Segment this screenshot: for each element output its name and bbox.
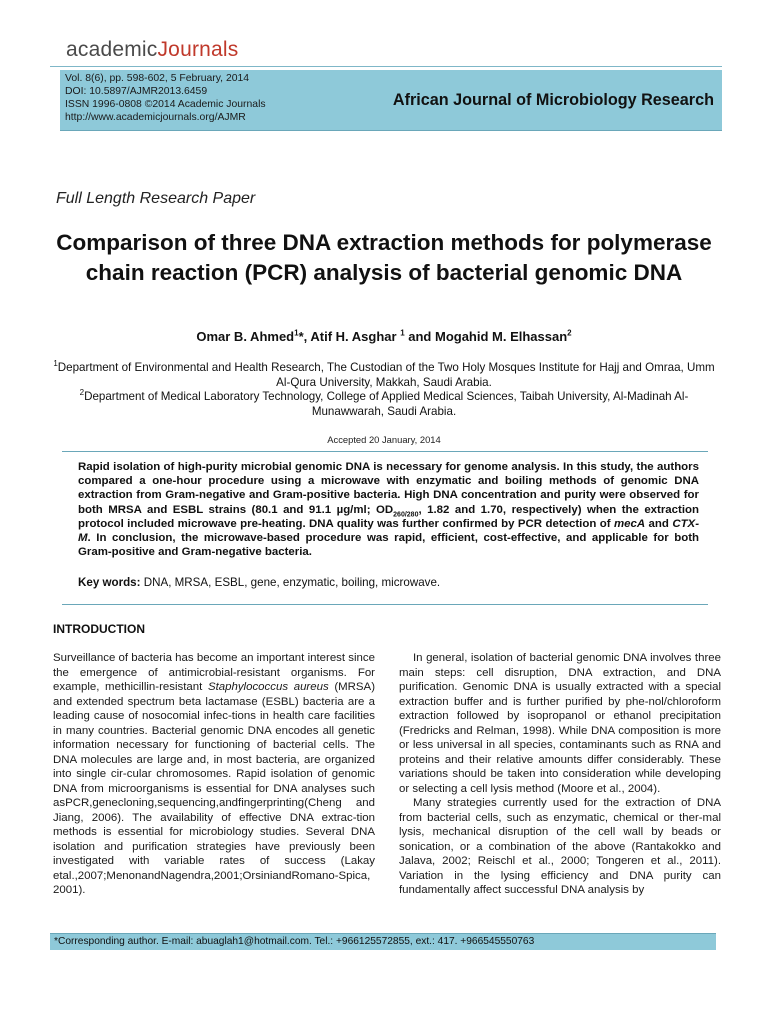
journal-name: African Journal of Microbiology Research	[392, 91, 714, 109]
issn-line: ISSN 1996-0808 ©2014 Academic Journals	[65, 99, 266, 110]
publisher-logo: academicJournals	[66, 38, 239, 61]
text-column-right	[399, 651, 721, 898]
author-name: Atif H. Asghar	[307, 329, 401, 344]
journal-info-box	[60, 70, 722, 131]
journal-url-line: http://www.academicjournals.org/AJMR	[65, 112, 246, 123]
paper-type: Full Length Research Paper	[56, 190, 256, 207]
accepted-date: Accepted 20 January, 2014	[327, 434, 441, 445]
text-column-left	[53, 651, 375, 898]
author-name: Mogahid M. Elhassan	[434, 329, 568, 344]
paragraph: In general, isolation of bacterial genomic DNA involves three main steps: cell disruption, DNA extraction, and DNA purification. Genomic DNA is usually extracted with a special extraction buffer and is further purified by phe-nol/chloroform extraction followed by isopropanol or ethanol precipitation (Fredricks and Relman, 1998). While DNA composition is more or less universal in all species, contaminants such as RNA and proteins and their relative amounts differ considerably. These variations should be taken into consideration while developing or selecting a cell lysis method (Moore et al., 2004).	[399, 652, 721, 795]
paragraph: Many strategies currently used for the extraction of DNA from bacterial cells, such as enzymatic, chemical or ther-mal lysis, mechanical disruption of the cell wall by beads or sonication, or a combination of the above (Rantakokko and Jalava, 2002; Reischl et al., 2000; Tongeren et al., 2011). Variation in the lysing efficiency and DNA purity can fundamentally affect successful DNA analysis by	[399, 797, 721, 896]
header-rule	[50, 66, 722, 67]
abstract-text: Rapid isolation of high-purity microbial genomic DNA is necessary for genome analysis. In this study, the authors compared a one-hour procedure using a microwave with enzymatic and boiling methods of genomic DNA extraction from Gram-negative and Gram-positive bacteria. High DNA concentration and purity were observed for both MRSA and ESBL strains (80.1 and 91.1 µg/ml; $OD_{260/280}$, 1.82 and 1.70, respectively) when the extraction protocol included microwave pre-heating. DNA quality was further confirmed by PCR detection of mecA and CTX-M. In conclusion, the microwave-based procedure was rapid, efficient, cost-effective, and applicable for both Gram-positive and Gram-negative bacteria.	[78, 461, 699, 559]
abstract-block	[62, 451, 708, 605]
corresponding-author-footnote: *Corresponding author. E-mail: abuaglah1@hotmail.com. Tel.: +966125572855, ext.: 417. +966545550763	[54, 936, 535, 947]
author-name: Omar B. Ahmed	[196, 329, 295, 344]
section-heading-introduction: INTRODUCTION	[53, 622, 145, 636]
publication-details	[65, 72, 266, 124]
affiliation-2: $^2$Department of Medical Laboratory Technology, College of Applied Medical Sciences, Taibah University, Al-Madinah Al-Munawwarah, Saudi Arabia.	[79, 388, 689, 418]
affiliation-1: $^1$Department of Environmental and Health Research, The Custodian of the Two Holy Mosques Institute for Hajj and Omraa, Umm Al-Qura University, Makkah, Saudi Arabia.	[53, 359, 715, 389]
paper-title: Comparison of three DNA extraction methods for polymerase chain reaction (PCR) analysis of bacterial genomic DNA	[56, 230, 712, 285]
author-list: Omar B. Ahmed$^1$*, Atif H. Asghar $^1$ and Mogahid M. Elhassan$^2$	[196, 328, 572, 344]
keywords: Key words: DNA, MRSA, ESBL, gene, enzymatic, boiling, microwave.	[78, 576, 441, 589]
doi-line: DOI: 10.5897/AJMR2013.6459	[65, 86, 208, 97]
paragraph: Surveillance of bacteria has become an important interest since the emergence of antimicrobial-resistant organisms. For example, methicillin-resistant Staphylococcus aureus (MRSA) and extended spectrum beta lactamase (ESBL) bacteria are a leading cause of nosocomial infec-tions in health care facilities in many countries. Bacterial genomic DNA encodes all genetic information necessary for functioning of bacterial cells. The DNA molecules are large and, in most bacteria, are organized into single cir-cular chromosomes. Rapid isolation of genomic DNA from microorganisms is essential for DNA analyses such asPCR,genecloning,sequencing,andfingerprinting(Cheng and Jiang, 2006). The availability of effective DNA extrac-tion methods is essential for microbiology studies. Several DNA isolation and purification strategies have previously been investigated with variable rates of success (Lakay etal.,2007;MenonandNagendra,2001;OrsiniandRomano-Spica, 2001).	[53, 652, 375, 896]
volume-line: Vol. 8(6), pp. 598-602, 5 February, 2014	[65, 73, 250, 84]
affiliations	[50, 361, 718, 419]
keywords-label: Key words:	[78, 576, 141, 589]
footnote-bar	[50, 933, 716, 950]
